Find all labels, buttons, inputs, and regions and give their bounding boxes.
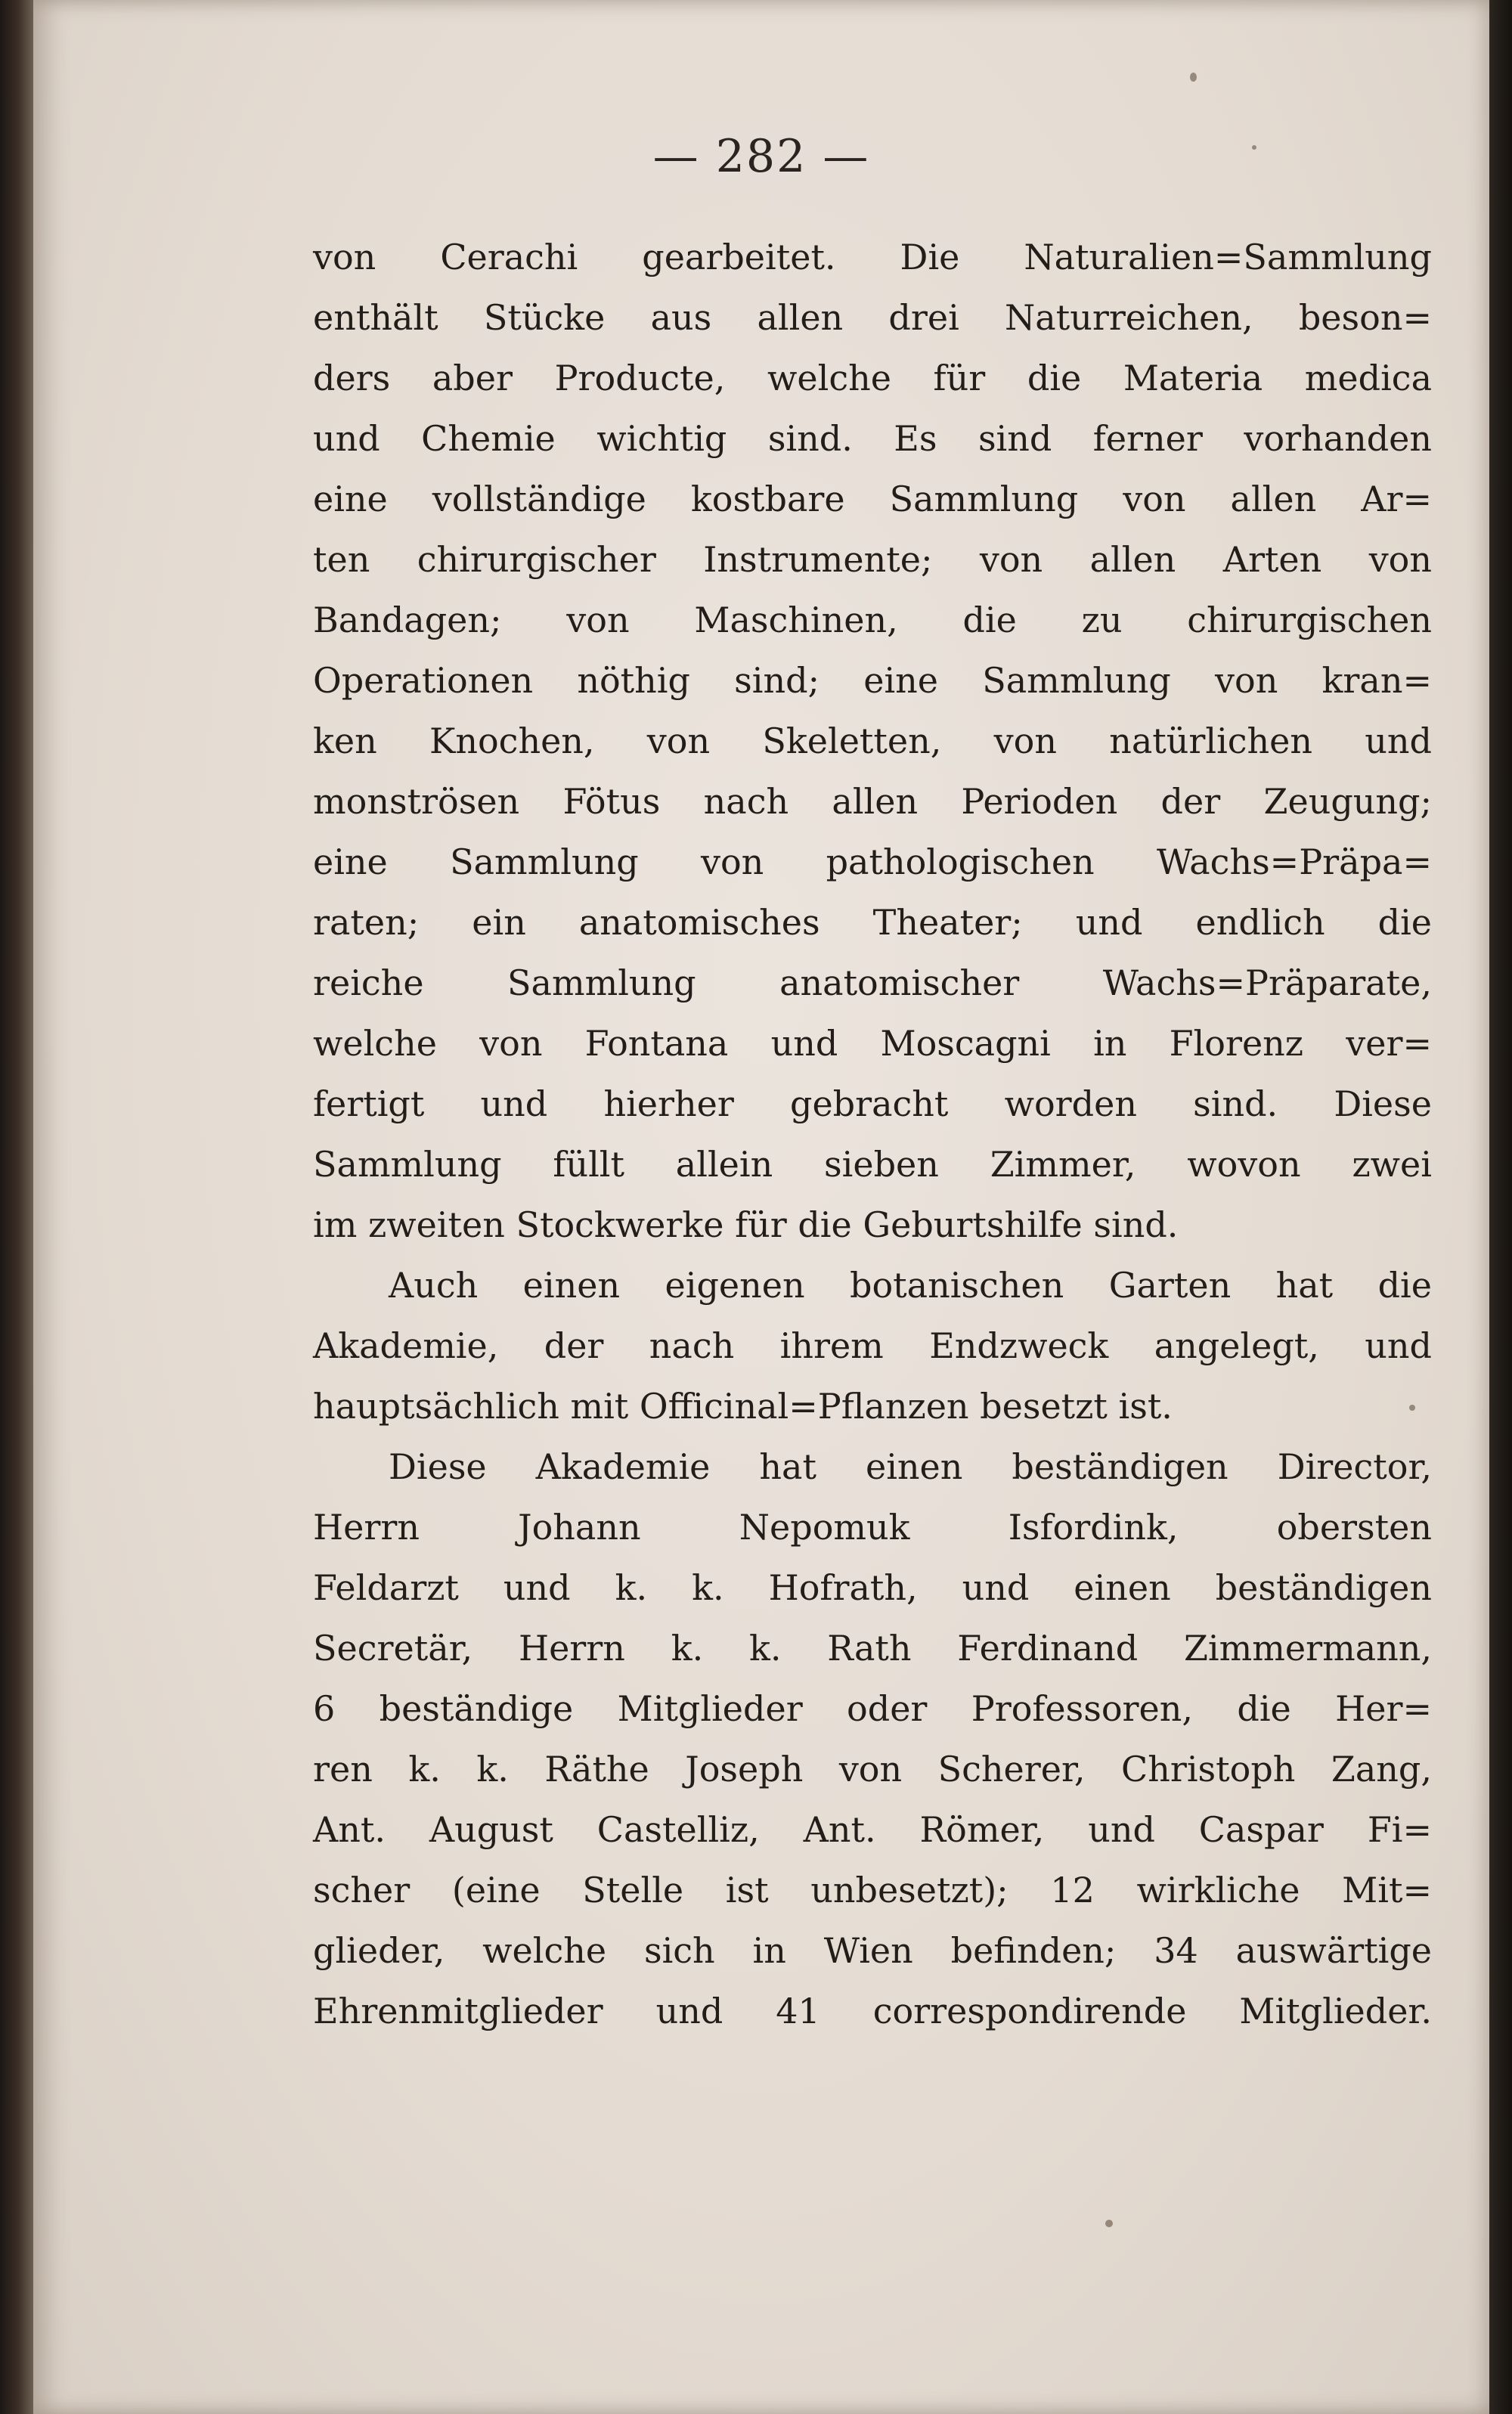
text-line: Ehrenmitglieder und 41 correspondirende Mitglieder. bbox=[313, 1991, 1432, 2031]
page-edge bbox=[1489, 0, 1512, 2414]
text-line: Ant. August Castelliz, Ant. Römer, und Caspar Fi= bbox=[313, 1809, 1432, 1850]
text-line: fertigt und hierher gebracht worden sind. Diese bbox=[313, 1083, 1432, 1124]
text-line: scher (eine Stelle ist unbesetzt); 12 wirkliche Mit= bbox=[313, 1870, 1432, 1910]
paragraph-start-line: Auch einen eigenen botanischen Garten hat die bbox=[389, 1265, 1432, 1306]
paragraph-start-line: Diese Akademie hat einen beständigen Director, bbox=[389, 1446, 1432, 1487]
text-line: ten chirurgischer Instrumente; von allen Arten von bbox=[313, 539, 1432, 580]
text-line: von Cerachi gearbeitet. Die Naturalien=Sammlung bbox=[313, 237, 1432, 277]
text-line: ken Knochen, von Skeletten, von natürlichen und bbox=[313, 720, 1432, 761]
text-line: 6 beständige Mitglieder oder Professoren, die Her= bbox=[313, 1688, 1432, 1729]
paper-blemish bbox=[1105, 2220, 1113, 2227]
paper-blemish bbox=[1252, 145, 1256, 150]
book-page bbox=[33, 0, 1489, 2414]
text-line: Akademie, der nach ihrem Endzweck angelegt, und bbox=[313, 1325, 1432, 1366]
text-line: monströsen Fötus nach allen Perioden der Zeugung; bbox=[313, 781, 1432, 822]
text-line: ren k. k. Räthe Joseph von Scherer, Christoph Zang, bbox=[313, 1749, 1432, 1790]
text-line: welche von Fontana und Moscagni in Florenz ver= bbox=[313, 1023, 1432, 1064]
body-text bbox=[313, 227, 1432, 2041]
text-line: Feldarzt und k. k. Hofrath, und einen beständigen bbox=[313, 1567, 1432, 1608]
text-line: ders aber Producte, welche für die Materia medica bbox=[313, 358, 1432, 398]
text-line: enthält Stücke aus allen drei Naturreichen, beson= bbox=[313, 297, 1432, 338]
text-line: Operationen nöthig sind; eine Sammlung von kran= bbox=[313, 660, 1432, 701]
text-line: Bandagen; von Maschinen, die zu chirurgischen bbox=[313, 600, 1432, 640]
paper-blemish bbox=[1190, 73, 1197, 82]
page-number: — 282 — bbox=[652, 130, 870, 183]
text-line: glieder, welche sich in Wien befinden; 34 auswärtige bbox=[313, 1930, 1432, 1971]
text-line: im zweiten Stockwerke für die Geburtshilfe sind. bbox=[313, 1204, 1179, 1245]
text-line: und Chemie wichtig sind. Es sind ferner vorhanden bbox=[313, 418, 1432, 459]
text-line: raten; ein anatomisches Theater; und endlich die bbox=[313, 902, 1432, 943]
text-line: eine Sammlung von pathologischen Wachs=Präpa= bbox=[313, 841, 1432, 882]
text-line: Herrn Johann Nepomuk Isfordink, obersten bbox=[313, 1507, 1432, 1548]
paper-blemish bbox=[1409, 1405, 1415, 1411]
book-binding bbox=[0, 0, 33, 2414]
text-line: Secretär, Herrn k. k. Rath Ferdinand Zimmermann, bbox=[313, 1628, 1432, 1669]
text-line: Sammlung füllt allein sieben Zimmer, wovon zwei bbox=[313, 1144, 1432, 1185]
text-line: eine vollständige kostbare Sammlung von allen Ar= bbox=[313, 479, 1432, 519]
text-line: reiche Sammlung anatomischer Wachs=Präparate, bbox=[313, 962, 1432, 1003]
text-line: hauptsächlich mit Officinal=Pflanzen besetzt ist. bbox=[313, 1386, 1173, 1427]
